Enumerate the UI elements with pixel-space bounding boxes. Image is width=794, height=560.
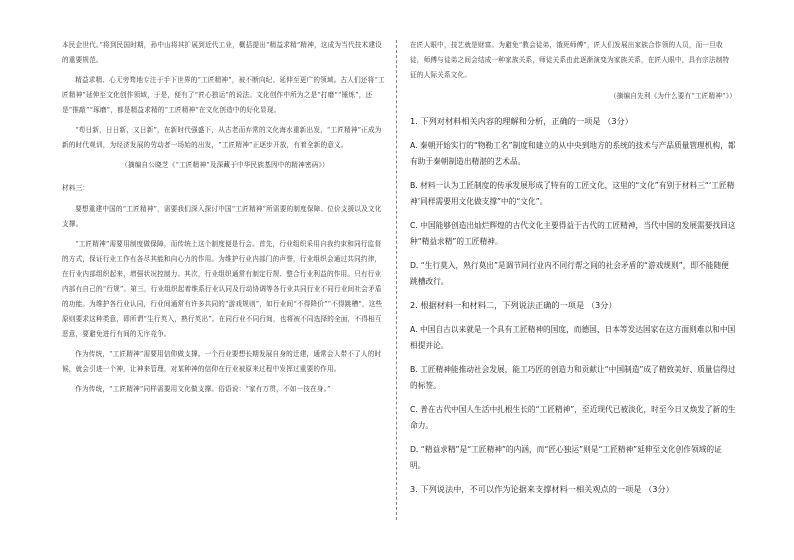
right-column bbox=[410, 38, 736, 506]
right-paragraph-1: 在匠人眼中，技艺就是财富。为避免“教会徒弟，饿死师傅”，匠人们发展出家族合作领的人员，而一旦收徒，师傅与徒弟之间会结成一种家族关系，师徒关系由此逐渐演变为家族关系，在匠人眼中，具有宗法制特征的人际关系文化。 bbox=[410, 41, 730, 79]
left-column bbox=[62, 38, 388, 402]
column-divider bbox=[396, 40, 397, 520]
left-paragraph-3: “苟日新，日日新，又日新”，在新时代强盛下，从古老而弃常的文化海水重新出发，“工匠精神”正成为新的时代观训，为经济发展的劳动者一场始的出发，“工匠精神”正逐步开放，有着全新的意义。 bbox=[62, 126, 382, 149]
question-2-option-a: A. 中国自古以来就是一个具有工匠精神的国度，而德国、日本等发达国家在这方面则难以和中国相提并论。 bbox=[410, 325, 736, 350]
left-paragraph-6: 作为传统，“工匠精神”需要用信仰做支撑。一个行业要想长期发展自身的迁建，通常会人带不了人的时候，就会引进一个神，让神来管理，对某种神的信仰在行业被原来过程中发挥过重要的作用。 bbox=[62, 350, 382, 373]
question-1-option-b: B. 材料一认为工匠制度的传承发展形成了特有的工匠文化，这里的“文化”有别于材料三“‘工匠精神’同样需要用文化做支撑”中的“文化”。 bbox=[410, 181, 735, 206]
material-three-label: 材料三： bbox=[62, 184, 90, 192]
question-2-option-c: C. 普在古代中国人生活中扎根生长的“工匠精神”，至近现代已被淡化，时至今日又焕发了新的生命力。 bbox=[410, 405, 736, 430]
left-paragraph-7: 作为传统，“工匠精神”同样需要用文化做支撑。俗语说：“家有万贯，不如一技在身。” bbox=[75, 385, 331, 393]
question-2: 2. 根据材料一和材料二，下列说法正确的一项是 （3分） bbox=[410, 300, 617, 310]
left-paragraph-4: 要想重建中国的“工匠精神”，需要我们深入探讨中国“工匠精神”所需要的制度保障、位价支援以及文化支撑。 bbox=[62, 205, 382, 228]
left-paragraph-2: 精益求精、心无旁骛地专注于手下世界的“工匠精神”，被不断向纪、延伸至更广的领域。古人们还将“工匠精神”延伸至文化创作领域，于是，便有了“匠心独运”的说法。文化创作中所为之是“打磨”“锤炼”，还是“推敲”“琢磨”，都是精益求精的“工匠精神”在文化创造中的好化显现。 bbox=[62, 76, 385, 114]
question-1: 1. 下列对材料相关内容的理解和分析，正确的一项是 （3分） bbox=[410, 116, 633, 126]
question-1-option-c: C. 中国能够创造出灿烂辉煌的古代文化主要得益于古代的工匠精神，当代中国的发展需要找回这种“精益求精”的工匠精神。 bbox=[410, 221, 736, 246]
question-1-option-d: D. “生行莫入，熟行莫出”是调节同行业内不同行帮之间的社会矛盾的“游戏规则”，即不能随便跳槽改行。 bbox=[410, 261, 729, 286]
question-2-option-b: B. 工匠精神能推动社会发展，能工巧匠的创造力和贡献让“中国制造”成了精致美好、质量信得过的标签。 bbox=[410, 365, 736, 390]
source-citation-1: （摘编自公晓芝《“工匠精神”及深藏于中华民族基因中的精神密码》） bbox=[121, 161, 329, 169]
question-2-option-d: D. “精益求精”是“工匠精神”的内涵，而“匠心独运”则是“工匠精神”延伸至文化创作领域的证明。 bbox=[410, 445, 722, 470]
source-citation-2: （摘编自先利《为什么要有“工匠精神”》） bbox=[609, 92, 736, 100]
question-1-option-a: A. 秦朝开始实行的“物勒工名”制度和建立的从中央到地方的系统的技术与产品质量管理机构，都有助于秦朝制造出精湛的艺术品。 bbox=[410, 141, 736, 166]
left-paragraph-1: 本民企世代。”将到民国时期，孙中山将其扩展到近代工业，概括提出“精益求精”精神，这成为当代技术建设的重要规范。 bbox=[62, 41, 382, 64]
left-paragraph-5: “工匠精神”需要用制度做保障，而传统上这个制度便是行会。首先，行业组织采用自我约束和同行监督的方式，保证行业工作有各尽其能和向心力的作用。为维护行业内部门的声誉，行业组织会通过共同约律，在行业内部组织起来，增强状况控制力。其次，行业组织通常有制定行规、整合行业利益的作用。只有行业内部有自己的“行规”。第三，行业组织起着维系行业认同及行动协调等各行业共同行业不同行业间社会矛盾的功能。为维护各行业认同，行业间通常有许多共同的“游戏规则”，如行业间“不得降价”“不得跳槽”，这些原则要求这种类意，即所谓“生行英入，熟行英出”。在同行业不同行间，也将被不同选择的全面，不得相互恶意，要避免进行有间的无序竞争。 bbox=[62, 240, 383, 338]
question-3: 3. 下列说法中，不可以作为论据来支撑材料一相关观点的一项是 （3分） bbox=[410, 484, 674, 494]
